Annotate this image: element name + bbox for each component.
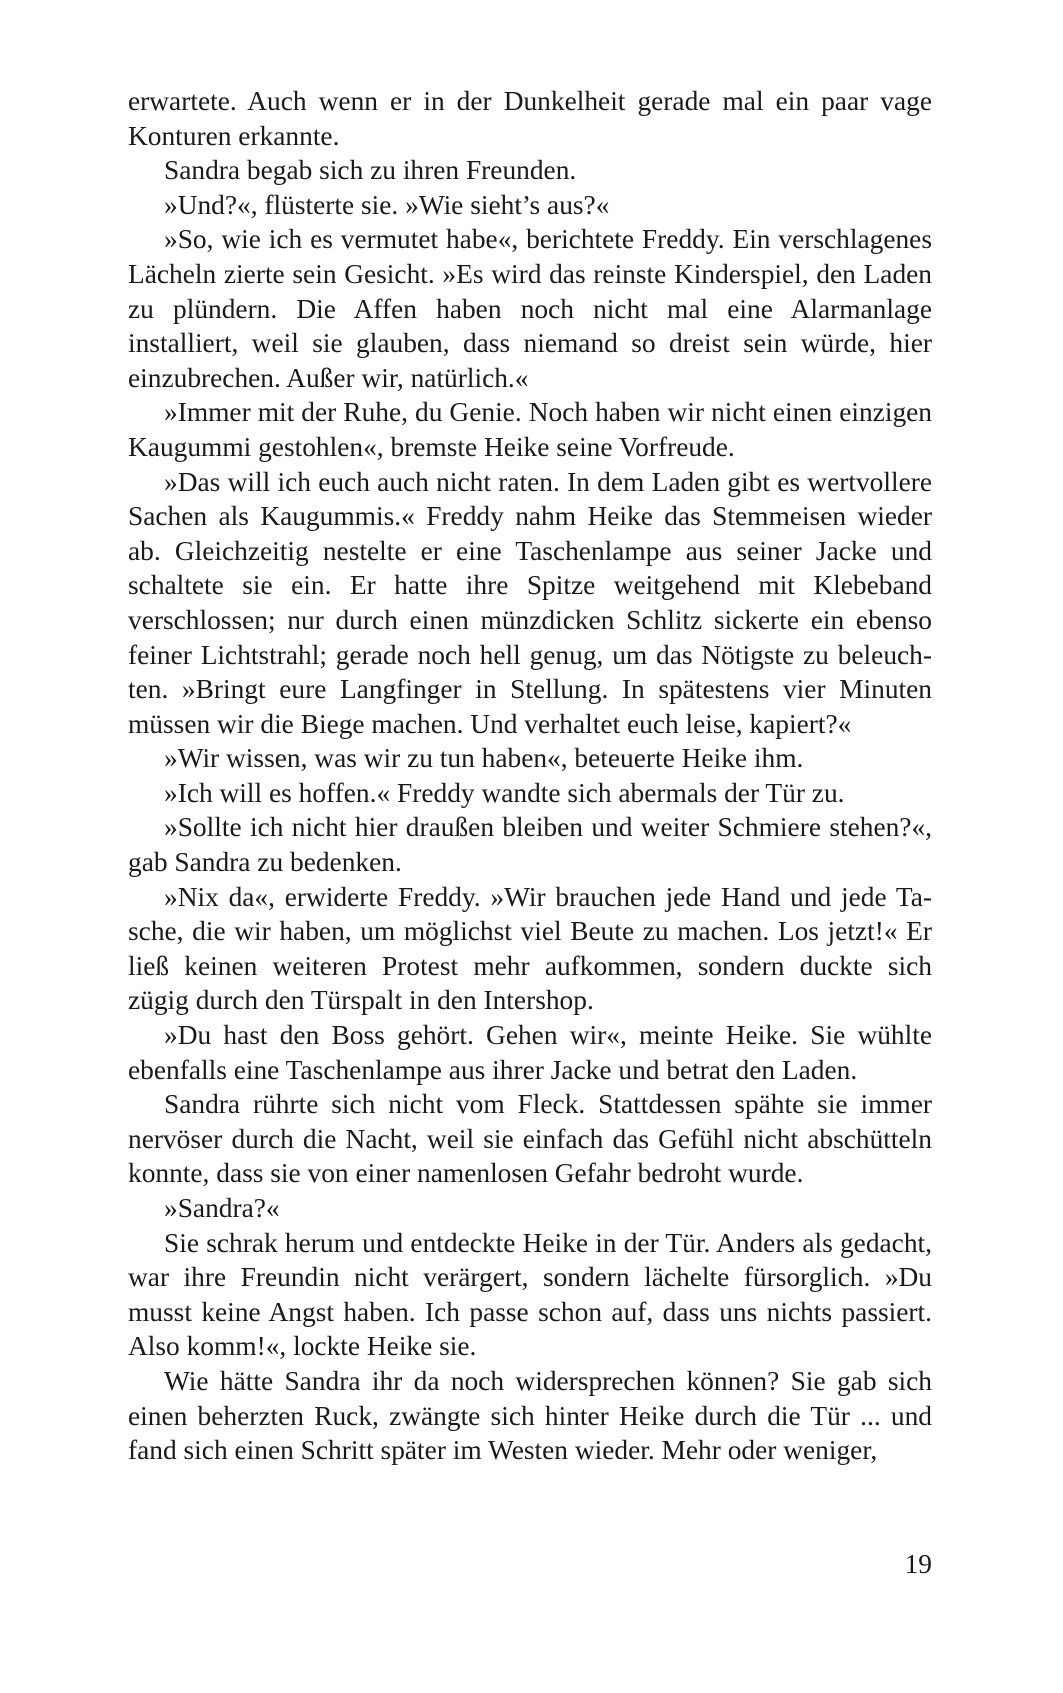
page-number: 19 [904, 1549, 932, 1579]
paragraph: erwartete. Auch wenn er in der Dunkelheit gerade mal ein paar vage Konturen erkannte. [128, 86, 932, 151]
paragraph: »So, wie ich es vermutet habe«, berichtete Freddy. Ein verschlagenes Lächeln zierte sein Gesicht. »Es wird das reinste Kinderspiel, den Laden zu plündern. Die Affen haben noch nicht mal eine Alarmanlage installiert, weil sie glauben, dass niemand so dreist sein würde, hier einzubrechen. Außer wir, natürlich.« [128, 224, 932, 393]
paragraph: Sandra begab sich zu ihren Freunden. [164, 155, 577, 186]
paragraph: »Sandra?« [164, 1193, 280, 1223]
paragraph: »Du hast den Boss gehört. Gehen wir«, meinte Heike. Sie wühlte ebenfalls eine Taschenlampe aus ihrer Jacke und betrat den Laden. [128, 1020, 932, 1085]
paragraph: Wie hätte Sandra ihr da noch widersprechen können? Sie gab sich einen beherzten Ruck, zwängte sich hinter Heike durch die Tür ... und fand sich einen Schritt später im Westen wieder. Mehr oder weniger, [128, 1365, 932, 1466]
paragraph: »Nix da«, erwiderte Freddy. »Wir brauchen jede Hand und jede Tasche, die wir haben, um möglichst viel Beute zu machen. Los jetzt!« Er ließ keinen weiteren Protest mehr aufkommen, sondern duckte sich zügig durch den Türspalt in den Intershop. [128, 881, 932, 1016]
paragraph: Sie schrak herum und entdeckte Heike in der Tür. Anders als gedacht, war ihre Freundin nicht verärgert, sondern lächelte fürsorglich. »Du musst keine Angst haben. Ich passe schon auf, dass uns nichts passiert. Also komm!«, lockte Heike sie. [128, 1227, 932, 1362]
paragraph: »Wir wissen, was wir zu tun haben«, beteuerte Heike ihm. [164, 743, 804, 774]
paragraph: »Sollte ich nicht hier draußen bleiben und weiter Schmiere stehen?«, gab Sandra zu bedenken. [128, 812, 932, 878]
paragraph: »Und?«, flüsterte sie. »Wie sieht’s aus?« [164, 189, 610, 220]
paragraph: Sandra rührte sich nicht vom Fleck. Stattdessen spähte sie immer nervöser durch die Nacht, weil sie einfach das Gefühl nicht abschütteln konnte, dass sie von einer namenlosen Gefahr bedroht wurde. [128, 1089, 932, 1189]
paragraph: »Immer mit der Ruhe, du Genie. Noch haben wir nicht einen einzigen Kaugummi gestohlen«, bremste Heike seine Vorfreude. [128, 397, 932, 462]
page-body [128, 84, 932, 1468]
paragraph: »Ich will es hoffen.« Freddy wandte sich abermals der Tür zu. [164, 777, 845, 808]
paragraph: »Das will ich euch auch nicht raten. In dem Laden gibt es wertvollere Sachen als Kaugummis.« Freddy nahm Heike das Stemmeisen wieder ab. Gleichzeitig nestelte er eine Taschenlampe aus seiner Jacke und schaltete sie ein. Er hatte ihre Spitze weitgehend mit Klebeband verschlossen; nur durch einen münzdicken Schlitz sickerte ein ebenso feiner Lichtstrahl; gerade noch hell genug, um das Nötigste zu beleuchten. »Bringt eure Langfinger in Stellung. In spätestens vier Minuten müssen wir die Biege machen. Und verhaltet euch leise, kapiert?« [128, 466, 932, 739]
